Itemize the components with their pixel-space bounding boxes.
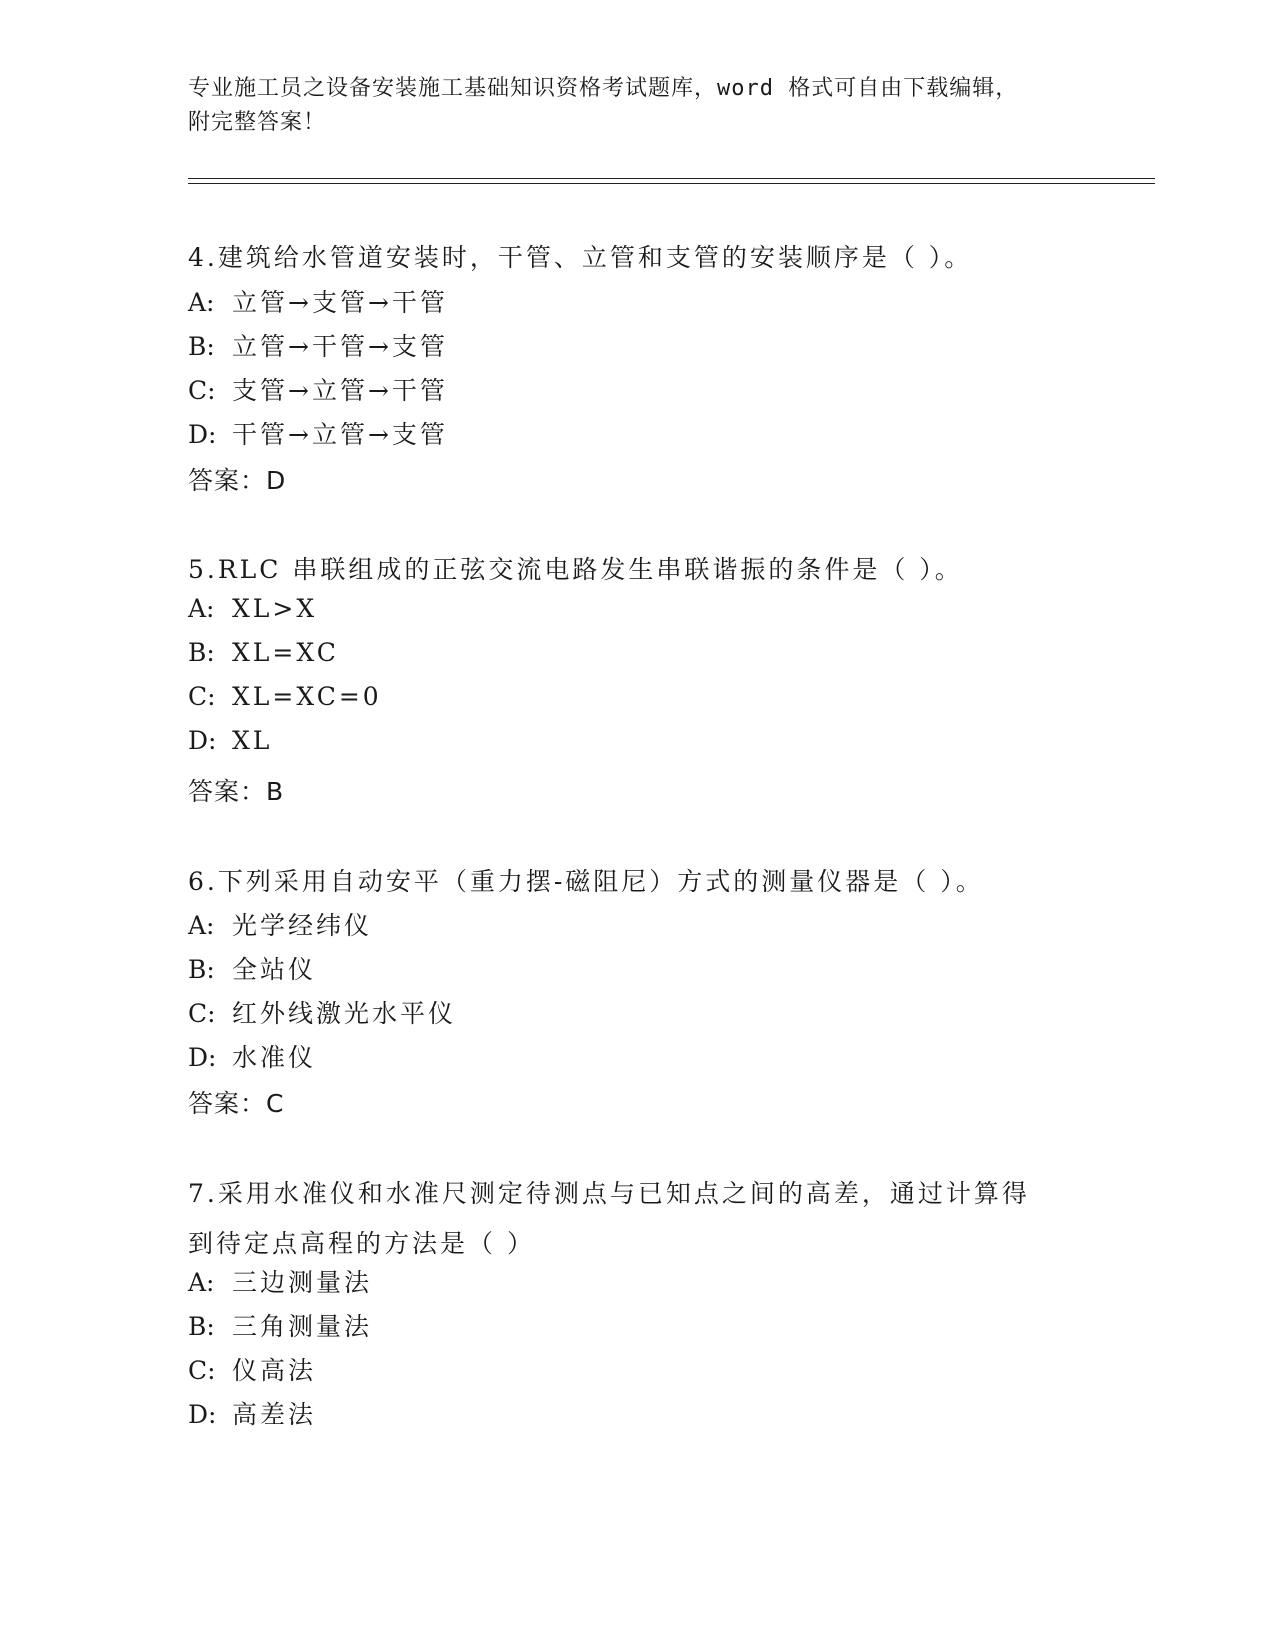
question-6-option-d: D: 水准仪	[188, 1043, 317, 1072]
question-5-option-d: D: XL	[188, 726, 273, 755]
question-4-answer: 答案：D	[188, 466, 287, 495]
question-7-option-d: D: 高差法	[188, 1400, 317, 1429]
question-5-option-b: B: XL=XC	[188, 638, 339, 667]
header-line-1: 专业施工员之设备安装施工基础知识资格考试题库，word 格式可自由下载编辑，	[188, 76, 1019, 101]
question-7-option-c: C: 仪高法	[188, 1356, 317, 1385]
question-4-option-a: A: 立管→支管→干管	[188, 288, 448, 317]
question-7-option-b: B: 三角测量法	[188, 1312, 373, 1341]
question-6-title: 6.下列采用自动安平（重力摆-磁阻尼）方式的测量仪器是（ ）。	[188, 867, 984, 896]
question-6-option-b: B: 全站仪	[188, 955, 317, 984]
question-5-answer: 答案：B	[188, 777, 285, 806]
question-4-option-c: C: 支管→立管→干管	[188, 376, 448, 405]
question-7-title-line-1: 7.采用水准仪和水准尺测定待测点与已知点之间的高差，通过计算得	[188, 1179, 1030, 1208]
header-divider-top	[188, 178, 1155, 179]
question-5-title: 5.RLC 串联组成的正弦交流电路发生串联谐振的条件是（ ）。	[188, 555, 963, 584]
question-5-option-a: A: XL>X	[188, 594, 318, 623]
question-4-title: 4.建筑给水管道安装时，干管、立管和支管的安装顺序是（ ）。	[188, 243, 973, 272]
question-7-title	[188, 1174, 1030, 1260]
question-6-option-c: C: 红外线激光水平仪	[188, 999, 457, 1028]
document-header	[188, 72, 1088, 140]
question-4-option-b: B: 立管→干管→支管	[188, 332, 448, 361]
header-divider-bottom	[188, 183, 1155, 184]
question-5-option-c: C: XL=XC=0	[188, 682, 382, 711]
question-4-option-d: D: 干管→立管→支管	[188, 420, 448, 449]
question-7-title-line-2: 到待定点高程的方法是（ ）	[188, 1229, 535, 1258]
question-7-option-a: A: 三边测量法	[188, 1268, 373, 1297]
header-line-2: 附完整答案！	[188, 110, 327, 135]
question-6-answer: 答案：C	[188, 1089, 285, 1118]
question-6-option-a: A: 光学经纬仪	[188, 911, 373, 940]
